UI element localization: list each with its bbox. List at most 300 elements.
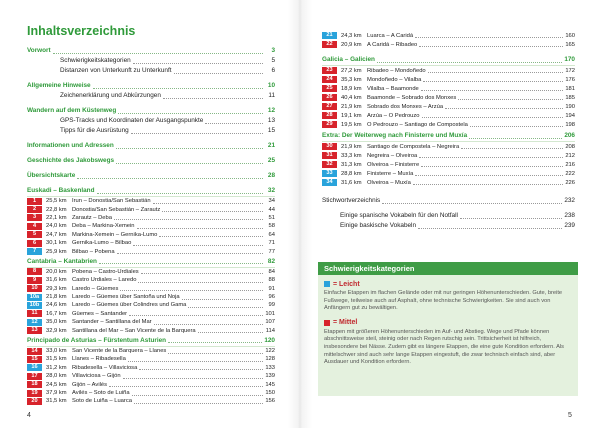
stage-row xyxy=(27,301,275,309)
stage-route: Luarca – A Caridá xyxy=(367,32,414,39)
region-title: Extra: Der Weiterweg nach Finisterre und Muxía xyxy=(322,132,468,139)
stage-distance: 24,6 km xyxy=(46,302,67,309)
region-title: Galicia – Galicien xyxy=(322,56,375,63)
stage-number-badge: 24 xyxy=(322,76,337,83)
stage-route: Castro Urdiales – Laredo xyxy=(72,277,137,284)
page-number: 145 xyxy=(265,381,275,388)
toc-group xyxy=(322,211,575,231)
dot-leader xyxy=(168,353,263,354)
region-title: Principado de Asturias – Fürstentum Asturien xyxy=(27,336,167,344)
stage-route: Finisterre – Muxía xyxy=(367,170,414,177)
stage-route: Laredo – Güemes über Colindres und Gama xyxy=(72,302,187,309)
stage-number-badge: 1 xyxy=(27,198,42,205)
page-number: 212 xyxy=(565,152,575,159)
stage-number-badge: 30 xyxy=(322,143,337,150)
region-heading xyxy=(27,257,275,268)
dot-leader xyxy=(118,113,263,114)
stage-row xyxy=(322,75,575,84)
stage-route: Güemes – Santander xyxy=(72,310,128,317)
toc-section-entry xyxy=(27,81,275,91)
stage-route: Donostia/San Sebastián – Zarautz xyxy=(72,206,161,213)
page-number: 51 xyxy=(268,214,275,221)
stage-route: Pobena – Castro-Urdiales xyxy=(72,268,139,275)
region-heading xyxy=(27,336,275,347)
page-number: 176 xyxy=(565,76,575,83)
dot-leader xyxy=(137,228,263,229)
stage-number-badge: 22 xyxy=(322,41,337,48)
stage-route: Bilbao – Pobena xyxy=(72,248,115,255)
region-title: Cantabria – Kantabrien xyxy=(27,257,97,265)
page-number: 122 xyxy=(265,348,275,355)
region-section xyxy=(27,186,275,256)
stage-distance: 19,1 km xyxy=(341,112,362,119)
page-number: 91 xyxy=(268,285,275,292)
stage-route: Santillana del Mar – San Vicente de la Barquera xyxy=(72,327,196,334)
stage-distance: 40,4 km xyxy=(341,94,362,101)
page-number: 5 xyxy=(271,57,275,64)
stage-number-badge: 28 xyxy=(322,112,337,119)
page-number: 133 xyxy=(265,364,275,371)
dot-leader xyxy=(198,332,263,333)
entry-label: Übersichtskarte xyxy=(27,172,76,179)
stage-row xyxy=(27,231,275,239)
page-number: 194 xyxy=(565,112,575,119)
stage-row xyxy=(322,151,575,160)
page-number: 139 xyxy=(265,373,275,380)
page-number: 172 xyxy=(565,67,575,74)
stage-distance: 31,6 km xyxy=(341,179,362,186)
stage-number-badge: 29 xyxy=(322,121,337,128)
toc-subentry xyxy=(322,221,575,231)
stage-distance: 32,9 km xyxy=(46,327,67,334)
entry-label: Zeichenerklärung und Abkürzungen xyxy=(60,92,161,99)
stage-row xyxy=(27,247,275,255)
dot-leader xyxy=(188,307,263,308)
stage-number-badge: 8 xyxy=(27,268,42,275)
stage-row xyxy=(322,40,575,49)
stage-number-badge: 32 xyxy=(322,161,337,168)
dot-leader xyxy=(117,253,263,254)
toc-group xyxy=(27,171,275,181)
toc-group xyxy=(322,196,575,206)
stage-row xyxy=(322,93,575,102)
difficulty-box-body xyxy=(318,275,578,376)
stage-number-badge: 3 xyxy=(27,214,42,221)
dot-leader xyxy=(99,263,263,264)
stage-route: Baamonde – Sobrado dos Monxes xyxy=(367,94,457,101)
stage-row xyxy=(27,355,275,363)
stage-row xyxy=(322,102,575,111)
toc-section-entry xyxy=(27,156,275,166)
stage-distance: 31,3 km xyxy=(341,161,362,168)
stage-row xyxy=(27,276,275,284)
stage-number-badge: 12 xyxy=(27,319,42,326)
stage-number-badge: 20 xyxy=(27,398,42,405)
page-number: 44 xyxy=(268,206,275,213)
page-number: 3 xyxy=(271,47,275,54)
stage-row xyxy=(27,205,275,213)
stage-row xyxy=(27,293,275,301)
right-page-column xyxy=(322,31,575,231)
dot-leader xyxy=(139,369,263,370)
dot-leader xyxy=(377,62,562,63)
stage-row xyxy=(27,380,275,388)
stage-route: Zarautz – Deba xyxy=(72,214,112,221)
toc-subentry xyxy=(27,91,275,101)
difficulty-easy-description: Einfache Etappen im flachen Gelände oder mit nur geringen Höhenunterschieden. Gute, breite Fußwege, teilweise auch auf Asphalt, ohne technische Schwierigkeiten. Sie sind auch von Anfängern gut zu bewältigen. xyxy=(324,290,563,312)
page-number: 77 xyxy=(268,248,275,255)
stage-row xyxy=(322,31,575,40)
page-number: 185 xyxy=(565,94,575,101)
stage-number-badge: 7 xyxy=(27,248,42,255)
toc-group xyxy=(27,46,275,76)
stage-distance: 20,0 km xyxy=(46,268,67,275)
book-spine xyxy=(288,0,312,428)
stage-distance: 21,8 km xyxy=(46,294,67,301)
entry-label: Geschichte des Jakobswegs xyxy=(27,157,115,164)
toc-group xyxy=(27,156,275,166)
stage-number-badge: 10b xyxy=(27,302,42,309)
page-number: 13 xyxy=(267,117,275,124)
dot-leader xyxy=(134,403,263,404)
toc-group xyxy=(27,141,275,151)
dot-leader xyxy=(154,324,263,325)
region-list-right xyxy=(322,55,575,187)
toc-group xyxy=(27,81,275,101)
entry-label: Allgemeine Hinweise xyxy=(27,82,91,89)
stage-row xyxy=(322,111,575,120)
stage-number-badge: 17 xyxy=(27,373,42,380)
toc-section-entry xyxy=(27,46,275,56)
difficulty-easy-label xyxy=(324,279,572,289)
dot-leader xyxy=(422,117,563,118)
dot-leader xyxy=(458,99,563,100)
stage-row xyxy=(27,239,275,247)
difficulty-box-title: Schwierigkeitskategorien xyxy=(318,262,578,275)
stage-route: Deba – Markina-Xemein xyxy=(72,223,135,230)
page-number: 99 xyxy=(268,302,275,309)
toc-subentry xyxy=(322,211,575,221)
page-number: 156 xyxy=(265,398,275,405)
stage-route: Laredo – Güemes xyxy=(72,285,119,292)
stage-distance: 25,5 km xyxy=(46,198,67,205)
stage-number-badge: 27 xyxy=(322,103,337,110)
dot-leader xyxy=(93,88,263,89)
stage-number-badge: 19 xyxy=(27,390,42,397)
dot-leader xyxy=(470,126,563,127)
entry-label: Distanzen von Unterkunft zu Unterkunft xyxy=(60,67,172,74)
stage-route: Llanes – Ribadesella xyxy=(72,356,126,363)
dot-leader xyxy=(418,228,562,229)
dot-leader xyxy=(460,218,562,219)
stage-distance: 24,5 km xyxy=(46,381,67,388)
page-number: 150 xyxy=(265,390,275,396)
entry-label: Wandern auf dem Küstenweg xyxy=(27,107,117,114)
dot-leader xyxy=(163,98,263,99)
dot-leader xyxy=(469,138,562,139)
stage-route: Ribadesella – Villaviciosa xyxy=(72,364,138,371)
stage-distance: 22,8 km xyxy=(46,206,67,213)
entry-label: Stichwortverzeichnis xyxy=(322,197,381,204)
difficulty-medium-description: Etappen mit größeren Höhenunterschieden im Auf- und Abstieg. Wege und Pfade können abschnittsweise steil, steinig oder nach Regen rutschig sein. Trittsicherheit ist hilfreich, insbesondere bei Nässe. Zudem gibt es längere Etappen, die eine gute Kondition erfordern. Als mittelschwer sind auch sehr lange Etappen eingestuft, die zwar technisch einfach sind, aber Ausdauer und Kondition erfordern. xyxy=(324,328,564,366)
back-matter-list xyxy=(322,196,575,231)
page-number-left: 4 xyxy=(27,412,31,419)
region-heading xyxy=(27,186,275,197)
stage-number-badge: 21 xyxy=(322,32,337,39)
region-section xyxy=(322,55,575,129)
dot-leader xyxy=(423,81,563,82)
dot-leader xyxy=(114,219,263,220)
stage-number-badge: 10 xyxy=(27,285,42,292)
page-number: 226 xyxy=(565,179,575,186)
dot-leader xyxy=(461,148,563,149)
stage-row xyxy=(27,222,275,230)
stage-number-badge: 5 xyxy=(27,231,42,238)
stage-route: San Vicente de la Barquera – Llanes xyxy=(72,348,167,355)
toc-subentry xyxy=(27,66,275,76)
stage-number-badge: 11 xyxy=(27,310,42,317)
stage-row xyxy=(27,310,275,318)
stage-route: Laredo – Güemes über Santoña und Noja xyxy=(72,294,180,301)
stage-row xyxy=(27,372,275,380)
toc-subentry xyxy=(27,56,275,66)
page-number: 84 xyxy=(268,268,275,275)
stage-number-badge: 9 xyxy=(27,277,42,284)
page-number: 206 xyxy=(564,132,575,139)
page-number: 58 xyxy=(268,223,275,230)
stage-distance: 33,0 km xyxy=(46,348,67,355)
stage-route: O Pedrouzo – Santiago de Compostela xyxy=(367,121,468,128)
dot-leader xyxy=(77,178,263,179)
difficulty-box xyxy=(318,262,578,396)
dot-leader xyxy=(162,211,263,212)
dot-leader xyxy=(141,273,263,274)
region-section xyxy=(27,257,275,335)
stage-route: A Caridá – Ribadeo xyxy=(367,41,418,48)
entry-label: Tipps für die Ausrüstung xyxy=(60,127,129,134)
stage-distance: 24,3 km xyxy=(341,32,362,39)
page-number: 181 xyxy=(565,85,575,92)
stage-distance: 20,9 km xyxy=(341,41,362,48)
page-number: 239 xyxy=(564,222,575,229)
stage-distance: 35,0 km xyxy=(46,319,67,326)
page-number: 165 xyxy=(565,41,575,48)
stage-row xyxy=(322,84,575,93)
dot-leader xyxy=(153,203,263,204)
page-number: 232 xyxy=(564,197,575,204)
page-number: 170 xyxy=(564,56,575,63)
page-number: 160 xyxy=(565,32,575,39)
page-number: 198 xyxy=(565,121,575,128)
page-number: 32 xyxy=(267,187,275,194)
stage-distance: 18,9 km xyxy=(341,85,362,92)
dot-leader xyxy=(116,163,263,164)
stage-distance: 24,0 km xyxy=(46,223,67,230)
dot-leader xyxy=(421,90,563,91)
stage-route: Ribadeo – Mondoñedo xyxy=(367,67,426,74)
stage-distance: 28,0 km xyxy=(46,373,67,380)
dot-leader xyxy=(138,282,263,283)
dot-leader xyxy=(120,290,263,291)
red-square-icon xyxy=(324,320,330,326)
stage-number-badge: 6 xyxy=(27,240,42,247)
dot-leader xyxy=(168,342,262,343)
stage-distance: 25,9 km xyxy=(46,248,67,255)
dot-leader xyxy=(382,203,562,204)
stage-distance: 21,9 km xyxy=(341,103,362,110)
stage-row xyxy=(27,364,275,372)
region-title: Euskadi – Baskenland xyxy=(27,187,95,194)
left-page-column xyxy=(27,46,275,406)
stage-distance: 19,5 km xyxy=(341,121,362,128)
stage-row xyxy=(322,142,575,151)
dot-leader xyxy=(415,175,563,176)
page-number: 12 xyxy=(267,107,275,114)
stage-number-badge: 10a xyxy=(27,294,42,301)
entry-label: GPS-Tracks und Koordinaten der Ausgangspunkte xyxy=(60,117,204,124)
page-number-right: 5 xyxy=(568,412,572,419)
toc-section-entry xyxy=(322,196,575,206)
stage-row xyxy=(322,160,575,169)
stage-distance: 31,2 km xyxy=(46,364,67,371)
dot-leader xyxy=(205,123,263,124)
toc-title: Inhaltsverzeichnis xyxy=(27,24,136,38)
dot-leader xyxy=(419,46,563,47)
dot-leader xyxy=(428,72,563,73)
stage-row xyxy=(27,285,275,293)
stage-route: Villaviciosa – Gijón xyxy=(72,373,121,380)
page-number: 15 xyxy=(267,127,275,134)
region-section xyxy=(322,131,575,187)
entry-label: Informationen und Adressen xyxy=(27,142,114,149)
stage-row xyxy=(322,66,575,75)
dot-leader xyxy=(419,157,563,158)
toc-section-entry xyxy=(27,171,275,181)
stage-route: Vilalba – Baamonde xyxy=(367,85,419,92)
stage-route: Olveiroa – Finisterre xyxy=(367,161,420,168)
dot-leader xyxy=(133,245,263,246)
region-section xyxy=(27,336,275,406)
page-number: 120 xyxy=(264,336,275,344)
stage-number-badge: 26 xyxy=(322,94,337,101)
page-number: 88 xyxy=(268,277,275,284)
stage-route: Sobrado dos Monxes – Arzúa xyxy=(367,103,444,110)
stage-route: Mondoñedo – Vilalba xyxy=(367,76,422,83)
dot-leader xyxy=(131,133,263,134)
stage-distance: 16,7 km xyxy=(46,310,67,317)
page-number: 28 xyxy=(267,172,275,179)
toc-group xyxy=(27,106,275,136)
dot-leader xyxy=(421,166,563,167)
toc-section-entry xyxy=(27,141,275,151)
stage-distance: 24,7 km xyxy=(46,231,67,238)
stage-distance: 22,1 km xyxy=(46,214,67,221)
stage-number-badge: 15 xyxy=(27,356,42,363)
blue-square-icon xyxy=(324,281,330,287)
stage-route: Negreira – Olveiroa xyxy=(367,152,418,159)
entry-label: Einige spanische Vokabeln für den Notfall xyxy=(340,212,458,219)
stage-distance: 31,5 km xyxy=(46,356,67,363)
toc-section-entry xyxy=(27,106,275,116)
stage-distance: 29,3 km xyxy=(46,285,67,292)
stage-number-badge: 18 xyxy=(27,381,42,388)
stage-row xyxy=(27,389,275,397)
page-number: 10 xyxy=(267,82,275,89)
stage-distance: 31,5 km xyxy=(46,398,67,405)
stage-number-badge: 16 xyxy=(27,364,42,371)
dot-leader xyxy=(109,386,263,387)
stage-number-badge: 2 xyxy=(27,206,42,213)
page-number: 21 xyxy=(267,142,275,149)
dot-leader xyxy=(53,53,263,54)
page-number: 190 xyxy=(565,103,575,110)
dot-leader xyxy=(123,378,263,379)
stage-route: Olveiroa – Muxía xyxy=(367,179,411,186)
stage-row xyxy=(27,197,275,205)
page-number: 107 xyxy=(265,319,275,326)
stage-distance: 35,3 km xyxy=(341,76,362,83)
toc-subentry xyxy=(27,116,275,126)
dot-leader xyxy=(128,361,263,362)
dot-leader xyxy=(159,236,263,237)
stage-distance: 27,2 km xyxy=(341,67,362,74)
stage-distance: 28,8 km xyxy=(341,170,362,177)
dot-leader xyxy=(129,315,263,316)
dot-leader xyxy=(182,299,263,300)
stage-row xyxy=(27,268,275,276)
stage-distance: 37,9 km xyxy=(46,390,67,396)
stage-number-badge: 31 xyxy=(322,152,337,159)
page-number: 216 xyxy=(565,161,575,168)
stage-route: Santiago de Compostela – Negreira xyxy=(367,143,460,150)
stage-row xyxy=(27,214,275,222)
entry-label: Einige baskische Vokabeln xyxy=(340,222,417,229)
stage-route: Arzúa – O Pedrouzo xyxy=(367,112,420,119)
dot-leader xyxy=(413,184,563,185)
front-matter-list xyxy=(27,46,275,181)
page-number: 6 xyxy=(271,67,275,74)
stage-number-badge: 14 xyxy=(27,348,42,355)
toc-subentry xyxy=(27,126,275,136)
stage-distance: 31,6 km xyxy=(46,277,67,284)
page-number: 64 xyxy=(268,231,275,238)
stage-row xyxy=(27,397,275,405)
region-list-left xyxy=(27,186,275,406)
continued-stage-list xyxy=(322,31,575,49)
stage-route: Markina-Xemein – Gernika-Lumo xyxy=(72,231,158,238)
page-number: 82 xyxy=(267,257,275,265)
stage-route: Gernika-Lumo – Bilbao xyxy=(72,240,132,247)
page-number: 114 xyxy=(265,327,275,334)
stage-route: Gijón – Avilés xyxy=(72,381,108,388)
stage-distance: 33,3 km xyxy=(341,152,362,159)
stage-number-badge: 25 xyxy=(322,85,337,92)
stage-row xyxy=(322,120,575,129)
stage-number-badge: 13 xyxy=(27,327,42,334)
region-heading xyxy=(322,131,575,142)
dot-leader xyxy=(445,108,563,109)
difficulty-medium-text: = Mittel xyxy=(333,319,358,327)
stage-distance: 21,9 km xyxy=(341,143,362,150)
dot-leader xyxy=(415,37,563,38)
stage-route: Irun – Donostia/San Sebastián xyxy=(72,198,151,205)
stage-route: Avilés – Soto de Luiña xyxy=(72,390,130,396)
difficulty-medium-label xyxy=(324,318,572,328)
dot-leader xyxy=(133,63,263,64)
stage-number-badge: 4 xyxy=(27,223,42,230)
dot-leader xyxy=(97,193,264,194)
dot-leader xyxy=(174,73,263,74)
